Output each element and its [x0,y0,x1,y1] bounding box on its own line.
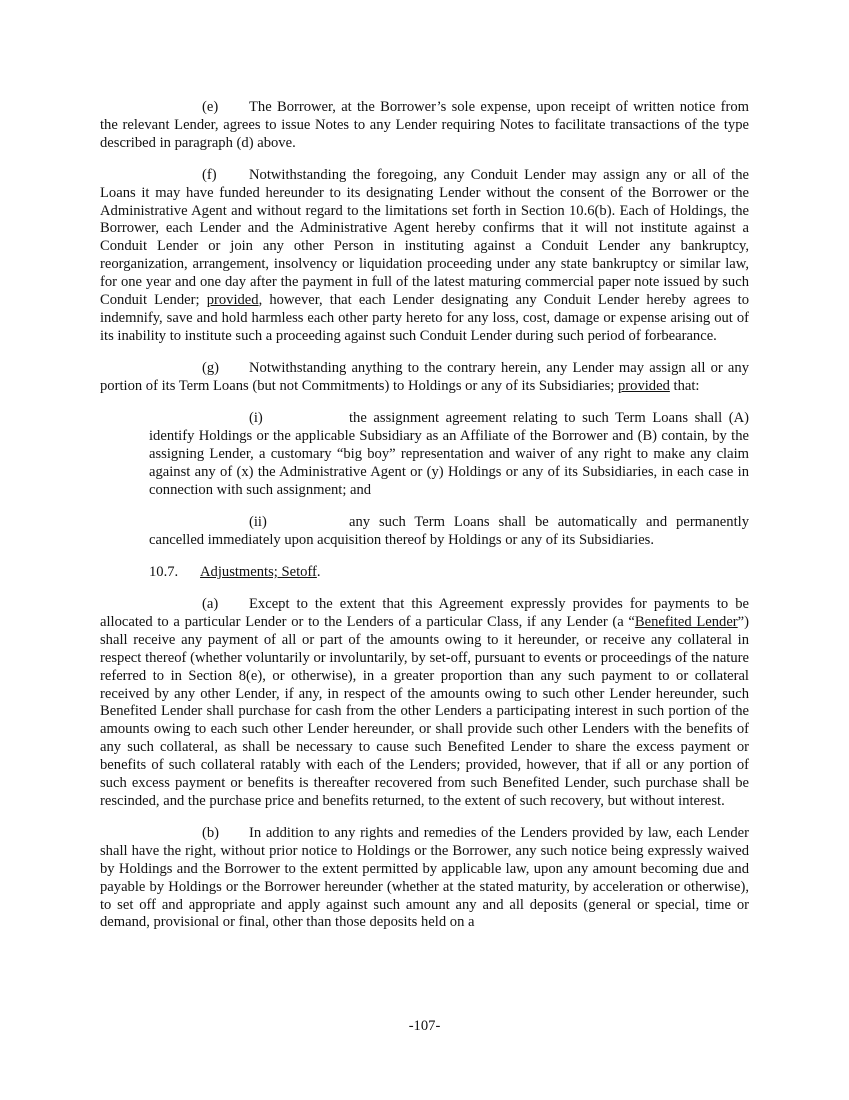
paragraph-label: (f) [202,166,217,183]
paragraph-f [100,167,749,346]
section-title: Adjustments; Setoff [200,564,317,581]
section-title-end: . [316,564,321,581]
defined-term: Benefited Lender [634,613,738,630]
paragraph-text: In addition to any rights and remedies of the Lenders provided by law, each Lender shall have the right, without prior notice to Holdings or the Borrower, any such notice being expressly waived by Holdings and the Borrower to the extent permitted by applicable law, upon any amount becoming due and payable by Holdings or the Borrower hereunder (whether at the stated maturity, by acceleration or otherwise), to set off and appropriate and apply against such amount any and all deposits (general or special, time or demand, provisional or final, other than those deposits held on a [100,824,749,931]
paragraph-text: The Borrower, at the Borrower’s sole expense, upon receipt of written notice from the relevant Lender, agrees to issue Notes to any Lender requiring Notes to facilitate transactions of the type described in paragraph (d) above. [100,99,749,151]
paragraph-text-continued: ”) shall receive any payment of all or part of the amounts owing to it hereunder, or receive any collateral in respect thereof (whether voluntarily or involuntarily, by set-off, pursuant to events or proceedings of the nature referred to in Section 8(e), or otherwise), in a greater proportion than any such payment to or collateral received by any other Lender, if any, in respect of the amounts owing to such other Lender hereunder, such Benefited Lender shall purchase for cash from the other Lenders a participating interest in such portion of the amounts owing to each such other Lender hereunder, or shall provide such other Lenders with the benefits of any such collateral, as shall be necessary to cause such Benefited Lender to share the excess payment or benefits of such collateral ratably with each of the Lenders; provided, however, that if all or any portion of such excess payment or benefits is thereafter recovered from such Benefited Lender, such purchase shall be rescinded, and the purchase price and benefits returned, to the extent of such recovery, but without interest. [100,613,750,809]
paragraph-label: (g) [202,359,220,376]
paragraph-text-continued: , however, that each Lender designating any Conduit Lender hereby agrees to indemnify, save and hold harmless each other party hereto for any loss, cost, damage or expense arising out of its inability to institute such a proceeding against such Conduit Lender during such period of forbearance. [100,292,749,344]
provided-term: provided [206,292,259,309]
section-heading [149,564,749,582]
subparagraph-text: the assignment agreement relating to such Term Loans shall (A) identify Holdings or the applicable Subsidiary as an Affiliate of the Borrower and (B) contain, by the assigning Lender, a customary “big boy” representation and waiver of any right to make any claim against any of (x) the Administrative Agent or (y) Holdings or any of its Subsidiaries, in each case in connection with such assignment; and [149,410,749,498]
paragraph-label: (a) [202,596,219,613]
paragraph-text: Notwithstanding the foregoing, any Conduit Lender may assign any or all of the Loans it may have funded hereunder to its designating Lender without the consent of the Borrower or the Administrative Agent and without regard to the limitations set forth in Section 10.6(b). Each of Holdings, the Borrower, each Lender and the Administrative Agent hereby confirms that it will not institute against a Conduit Lender or join any other Person in instituting against a Conduit Lender any bankruptcy, reorganization, arrangement, insolvency or liquidation proceeding under any state bankruptcy or similar law, for one year and one day after the payment in full of the latest maturing commercial paper note issued by such Conduit Lender; [100,166,749,309]
subparagraph-ii [149,514,749,550]
paragraph-label: (b) [202,824,220,841]
subparagraph-label: (ii) [249,514,267,531]
paragraph-b [100,825,749,932]
provided-term: provided [617,377,670,394]
subparagraph-text: any such Term Loans shall be automatically and permanently cancelled immediately upon acquisition thereof by Holdings or any of its Subsidiaries. [149,514,749,549]
paragraph-text: Notwithstanding anything to the contrary herein, any Lender may assign all or any portion of its Term Loans (but not Commitments) to Holdings or any of its Subsidiaries; [100,359,749,394]
paragraph-g [100,360,749,396]
paragraph-text: Except to the extent that this Agreement expressly provides for payments to be allocated to a particular Lender or to the Lenders of a particular Class, if any Lender (a “ [100,596,749,630]
paragraph-a [100,596,749,811]
paragraph-text-continued: that: [669,377,700,394]
paragraph-e [100,99,749,153]
document-page [100,99,749,946]
paragraph-label: (e) [202,99,219,115]
subparagraph-label: (i) [249,410,263,427]
section-number: 10.7. [149,564,179,581]
page-number: -107- [408,1018,441,1034]
subparagraph-i [149,410,749,500]
